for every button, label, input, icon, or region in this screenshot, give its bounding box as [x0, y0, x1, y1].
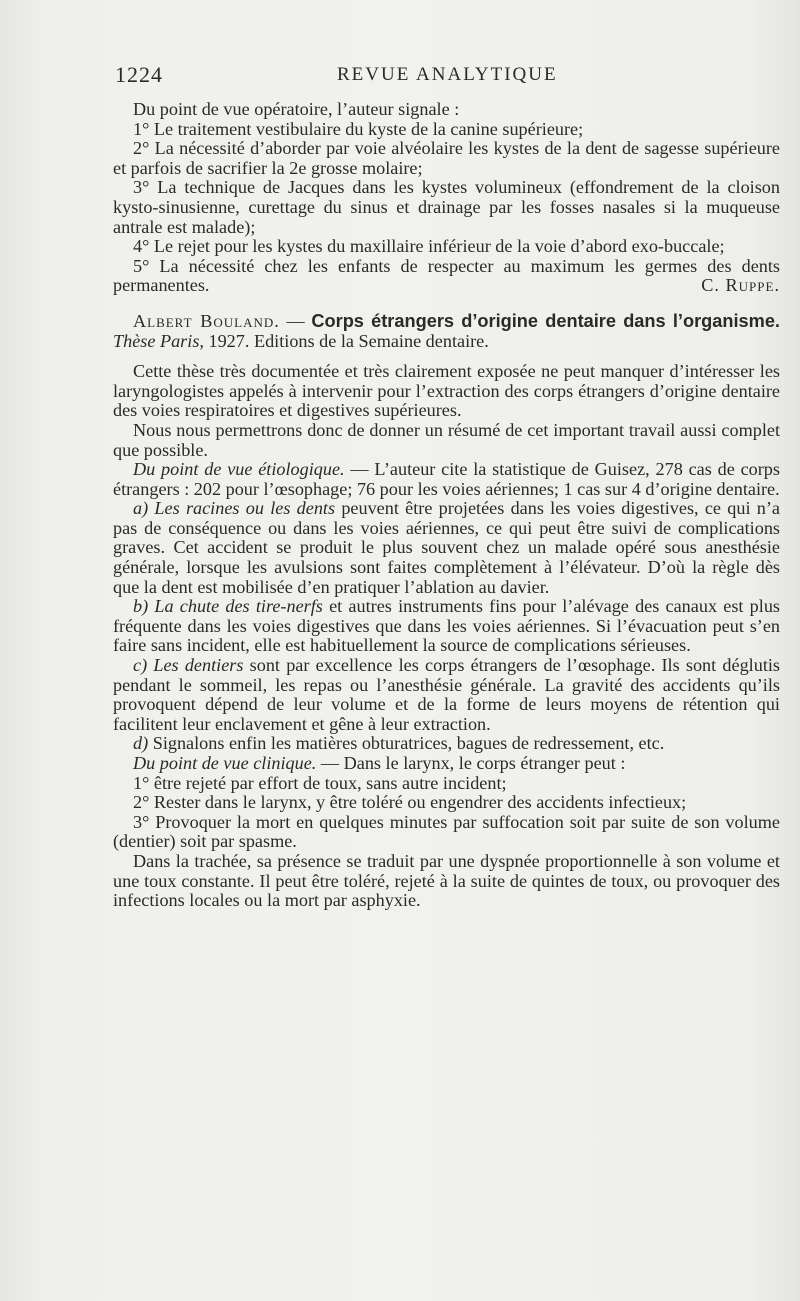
- article-title: Corps étrangers d’origine dentaire dans l’organisme.: [311, 310, 780, 331]
- paragraph: Cette thèse très documentée et très clairement exposée ne peut manquer d’intéresser les laryngologistes appelés à intervenir pour l’extraction des corps étrangers d’origine dentaire des voies respiratoires et digestives supérieures.: [113, 361, 780, 421]
- body-text: [113, 100, 780, 911]
- list-item: 2° La nécessité d’aborder par voie alvéolaire les kystes de la dent de sagesse supérieure et parfois de sacrifier la 2e grosse molaire;: [113, 138, 780, 178]
- clinical-label: Du point de vue clinique.: [133, 753, 317, 773]
- paragraph-clinical: [113, 754, 780, 774]
- author-name: Albert Bouland.: [133, 310, 280, 331]
- list-item: [113, 656, 780, 734]
- item-text: sont par excellence les corps étrangers de l’œsophage. Ils sont déglutis pendant le sommeil, les repas ou l’anesthésie générale. La gravité des accidents qu’ils provoquent dépend de leur volume et de la forme de leurs moyens de rétention qui facilitent leur enclavement et gêne à leur extraction.: [113, 655, 780, 734]
- paragraph-etiology: [113, 460, 780, 499]
- list-item: 1° Le traitement vestibulaire du kyste de la canine supérieure;: [133, 118, 584, 139]
- list-item: 4° Le rejet pour les kystes du maxillaire inférieur de la voie d’abord exo-buccale;: [133, 236, 725, 257]
- dash: —: [279, 310, 312, 331]
- point-text: 5° La nécessité chez les enfants de respecter au maximum les germes des dents permanentes.: [113, 255, 780, 296]
- item-label: b) La chute des tire-nerfs: [133, 596, 323, 617]
- item-label: a) Les racines ou les dents: [133, 498, 336, 519]
- page-header: [115, 62, 785, 92]
- list-item: [113, 499, 780, 597]
- first-article-intro: Du point de vue opératoire, l’auteur signale :: [133, 99, 460, 119]
- list-item: [113, 597, 780, 656]
- article-heading: [113, 312, 780, 351]
- paragraph: Nous nous permettrons donc de donner un résumé de cet important travail aussi complet que possible.: [113, 419, 780, 460]
- etiology-text: — L’auteur cite la statistique de Guisez, 278 cas de corps étrangers : 202 pour l’œsophage; 76 pour les voies aériennes; 1 cas sur 4 d’origine dentaire.: [113, 459, 780, 499]
- item-label: d): [133, 733, 149, 754]
- paragraph: Dans la trachée, sa présence se traduit par une dyspnée proportionnelle à son volume et une toux constante. Il peut être toléré, rejeté à la suite de quintes de toux, ou provoquer des infections locales ou la mort par asphyxie.: [113, 850, 780, 911]
- publication-info: 1927. Editions de la Semaine dentaire.: [203, 330, 489, 351]
- list-item: [113, 734, 780, 754]
- list-item: [113, 257, 780, 296]
- list-item: 1° être rejeté par effort de toux, sans autre incident;: [133, 772, 507, 793]
- item-text: et autres instruments fins pour l’alévage des canaux est plus fréquente dans les voies digestives que dans les voies aériennes. Si l’évacuation peut s’en faire sans incident, elle est habituellement la source de complications sérieuses.: [113, 596, 780, 656]
- clinical-text: — Dans le larynx, le corps étranger peut :: [316, 753, 626, 773]
- list-item: 2° Rester dans le larynx, y être toléré ou engendrer des accidents infectieux;: [133, 792, 687, 813]
- etiology-label: Du point de vue étiologique.: [133, 459, 345, 480]
- list-item: 3° La technique de Jacques dans les kystes volumineux (effondrement de la cloison kysto-sinusienne, curettage du sinus et drainage par les fosses nasales si la muqueuse antrale est malade);: [113, 177, 780, 237]
- item-text: Signalons enfin les matières obturatrices, bagues de redressement, etc.: [148, 733, 665, 754]
- item-label: c) Les dentiers: [133, 655, 244, 676]
- item-text: peuvent être projetées dans les voies digestives, ce qui n’a pas de conséquence ou dans les voies aériennes, ce qui peut être suivi de complications graves. Cet accident se produit le plus souvent chez un malade opéré sous anesthésie générale, lorsque les avulsions sont faites complètement à l’élévateur. D’où la règle dès que la dent est mobilisée d’en pratiquer l’ablation au davier.: [113, 498, 780, 597]
- thesis-label: Thèse Paris,: [113, 330, 204, 351]
- page-number: 1224: [115, 62, 163, 87]
- list-item: 3° Provoquer la mort en quelques minutes par suffocation soit par suite de son volume (dentier) soit par spasme.: [113, 811, 780, 852]
- running-title: REVUE ANALYTIQUE: [337, 64, 558, 85]
- signature: C. Ruppe.: [701, 275, 780, 296]
